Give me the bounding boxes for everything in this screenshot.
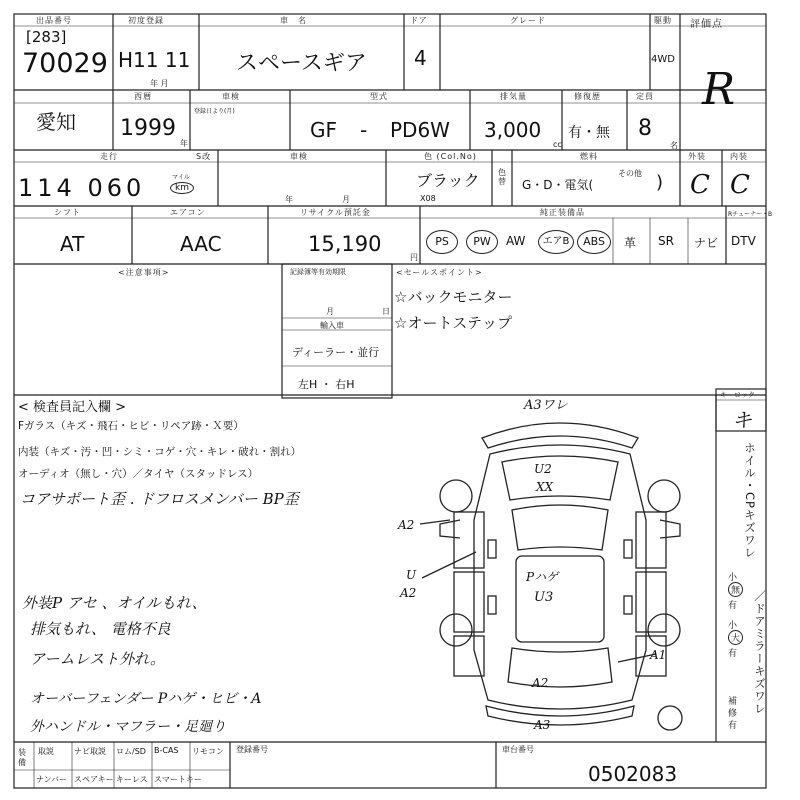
- shaken-year: 年: [285, 195, 293, 204]
- inspector-hand-1: コアサポート歪 . ドフロスメンバー BP歪: [20, 490, 299, 508]
- inspector-hand-6: 外ハンドル・マフラー・足廻り: [30, 719, 226, 735]
- displacement-label: 排気量: [500, 92, 527, 101]
- first-reg-label: 初度登録: [128, 16, 164, 25]
- first-reg-sub: 年 月: [150, 79, 169, 88]
- side-mark-3: 有: [728, 601, 738, 611]
- side-vertical-1: ホイル・CPキズワレ: [743, 442, 757, 559]
- car-name: スペースギア: [236, 51, 367, 76]
- repair-label: 修復歴: [574, 92, 601, 101]
- doors-value: 4: [414, 46, 427, 70]
- drive-value: 4WD: [651, 54, 675, 65]
- inspector-hand-4: アームレスト外れ。: [30, 650, 166, 668]
- shift-label: シフト: [54, 208, 81, 217]
- footer-reg-label: 登録番号: [236, 745, 268, 754]
- displacement-value: 3,000: [484, 118, 542, 142]
- grade-label: グレード: [510, 16, 546, 25]
- car-name-label: 車 名: [280, 16, 307, 25]
- mileage-label: 走行: [100, 152, 118, 161]
- fuel-label: 燃料: [580, 152, 598, 161]
- equip-navi: ナビ: [694, 236, 719, 250]
- lot-box: [283]: [26, 28, 67, 46]
- score-label: 評価点: [690, 19, 723, 30]
- shaken-label: 車検: [290, 152, 308, 161]
- import-value: ディーラー・並行: [292, 346, 380, 359]
- mileage-value: 114 060: [18, 174, 146, 202]
- exterior-label: 外装: [688, 152, 706, 161]
- footer-col2-2: スペアキー: [74, 775, 114, 784]
- equip-ps: PS: [426, 230, 458, 254]
- model-label: 型式: [370, 92, 388, 101]
- fuel-options: G・D・電気(: [522, 178, 594, 192]
- shaken-month: 月: [342, 195, 350, 204]
- side-mark-6: 有: [728, 649, 738, 659]
- recycle-value: 15,190: [308, 232, 382, 256]
- equip-abs: ABS: [577, 230, 611, 254]
- equip-dtv: DTV: [731, 234, 756, 248]
- footer-chassis-label: 車台番号: [502, 745, 534, 754]
- interior-value: C: [730, 170, 750, 200]
- side-mark-4: 小: [728, 621, 738, 631]
- drive-label: 駆動: [654, 16, 672, 25]
- capacity-value: 8: [638, 116, 652, 141]
- doors-label: ドア: [410, 16, 428, 25]
- repair-value: 有・無: [568, 125, 610, 141]
- color-code: X08: [420, 194, 436, 203]
- year-label: 西暦: [134, 92, 152, 101]
- side-mark-8: 修: [728, 709, 738, 719]
- fuel-other: その他: [618, 169, 642, 178]
- equip-pw: PW: [466, 230, 498, 254]
- prefecture: 愛知: [36, 110, 76, 134]
- tuner-label: Rチューナー・B: [728, 211, 773, 218]
- shift-value: AT: [60, 232, 85, 256]
- inspection-label: 車検: [222, 92, 240, 101]
- owner-month: 月: [326, 307, 334, 316]
- color-value: ブラック: [416, 171, 480, 190]
- diagram-mark-9: A1: [650, 648, 667, 662]
- first-reg-value: H11 11: [118, 48, 191, 72]
- ac-label: エアコン: [170, 208, 206, 217]
- sales-point-1: ☆バックモニター: [394, 288, 513, 306]
- handle-value: 左H ・ 右H: [298, 378, 355, 391]
- diagram-mark-4: A2: [398, 518, 415, 532]
- inspector-hand-2: 外装P アセ 、オイルもれ、: [22, 594, 207, 612]
- color-label: 色 (Col.No): [424, 152, 477, 161]
- capacity-label: 定員: [636, 92, 654, 101]
- sales-label: <セールスポイント>: [396, 268, 483, 277]
- inspection-sub: 登録日より(月): [194, 108, 235, 115]
- side-mark-2: 無: [728, 582, 743, 597]
- footer-chassis-value: 0502083: [588, 762, 678, 786]
- diagram-mark-5: U: [406, 568, 417, 582]
- diagram-mark-11: A3: [534, 718, 551, 732]
- equip-leather: 革: [624, 236, 637, 250]
- sales-point-2: ☆オートステップ: [394, 314, 512, 332]
- equip-sunroof: SR: [658, 234, 674, 248]
- ac-value: AAC: [180, 232, 222, 256]
- inspector-hand-5: オーバーフェンダー Pハゲ・ヒビ・A: [30, 691, 262, 707]
- owner-day: 日: [382, 307, 390, 316]
- inspector-line2: 内装（キズ・汚・凹・シミ・コゲ・穴・キレ・破れ・割れ）: [18, 446, 302, 458]
- side-mark-1: 小: [728, 573, 738, 583]
- diagram-mark-3: XX: [536, 480, 554, 494]
- year-value: 1999: [120, 116, 176, 141]
- inspector-hand-3: 排気もれ、 電格不良: [30, 620, 171, 638]
- footer-col2-1: ナンバー: [36, 775, 68, 784]
- exterior-value: C: [690, 170, 710, 200]
- equip-aw: AW: [506, 234, 526, 248]
- lot-number: 70029: [22, 48, 108, 79]
- footer-col-2: ナビ取説: [74, 747, 106, 756]
- diagram-mark-7: Pハゲ: [526, 570, 559, 584]
- footer-col-1: 取説: [38, 747, 54, 756]
- recycle-unit: 円: [410, 253, 418, 262]
- recycle-label: リサイクル預託金: [300, 208, 371, 217]
- displacement-unit: cc: [553, 140, 562, 149]
- interior-label: 内装: [730, 152, 748, 161]
- footer-col-5: リモコン: [192, 747, 224, 756]
- equipment-label: 純正装備品: [540, 208, 585, 217]
- mileage-unit-km: km: [170, 182, 194, 194]
- year-unit: 年: [180, 139, 188, 148]
- model-dash: -: [360, 118, 368, 142]
- inspector-title: < 検査員記入欄 >: [18, 400, 127, 415]
- fuel-close: ): [656, 172, 664, 193]
- diagram-mark-2: U2: [534, 462, 552, 476]
- model-prefix: GF: [310, 118, 338, 142]
- diagram-mark-10: A2: [532, 676, 549, 690]
- meter-label: S改: [196, 152, 212, 161]
- car-damage-diagram: [420, 400, 700, 740]
- keylock-value: キ: [732, 408, 752, 432]
- footer-col-4: B-CAS: [154, 746, 179, 755]
- mileage-unit-mile: マイル: [172, 174, 190, 181]
- color-change: 色替: [498, 168, 506, 186]
- owner-label: 記録簿等有効期限: [290, 268, 346, 276]
- side-mark-7: 補: [728, 697, 738, 707]
- diagram-mark-8: U3: [534, 590, 554, 605]
- model-code: PD6W: [390, 118, 450, 142]
- keylock-label: キーロック: [720, 391, 755, 399]
- caution-label: <注意事項>: [118, 268, 170, 277]
- lot-label: 出品番号: [36, 16, 72, 25]
- side-mark-9: 有: [728, 721, 738, 731]
- footer-col2-4: スマートキー: [154, 775, 202, 784]
- footer-equip-label: 装備: [18, 748, 26, 767]
- side-vertical-2: ／ドアミラーキズワレ: [753, 590, 767, 715]
- equip-airbag: エアB: [538, 230, 574, 254]
- inspector-line1: Fガラス（キズ・飛石・ヒビ・リペア跡・Ｘ要）: [18, 420, 244, 432]
- score-value: R: [702, 64, 736, 115]
- footer-col-3: ロム/SD: [116, 747, 146, 756]
- inspector-line3: オーディオ（無し・穴）／タイヤ（スタッドレス）: [18, 468, 259, 480]
- capacity-unit: 名: [670, 141, 678, 150]
- diagram-mark-1: A3ワレ: [524, 398, 568, 413]
- diagram-mark-6: A2: [400, 586, 417, 600]
- side-mark-5: 大: [728, 630, 743, 645]
- import-label: 輸入車: [320, 321, 344, 330]
- footer-col2-3: キーレス: [116, 775, 148, 784]
